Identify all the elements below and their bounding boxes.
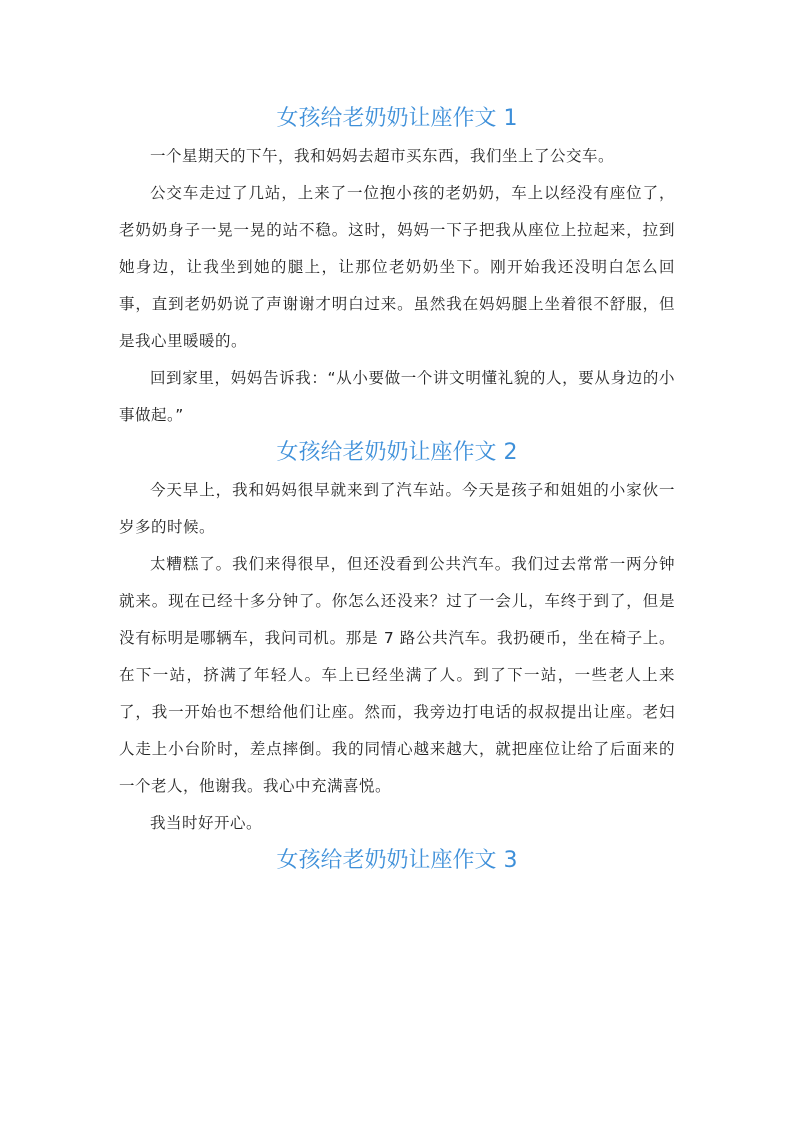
- section-title-1: 女孩给老奶奶让座作文 1: [276, 106, 518, 131]
- paragraph: 太糟糕了。我们来得很早，但还没看到公共汽车。我们过去常常一两分钟就来。现在已经十多分钟了。你怎么还没来？过了一会儿，车终于到了，但是没有标明是哪辆车，我问司机。那是 7 路公共汽车。我扔硬币，坐在椅子上。在下一站，挤满了年轻人。车上已经坐满了人。到了下一站，一些老人上来了，我一开始也不想给他们让座。然而，我旁边打电话的叔叔提出让座。老妇人走上小台阶时，差点摔倒。我的同情心越来越大，就把座位让给了后面来的一个老人，他谢我。我心中充满喜悦。: [119, 555, 675, 795]
- paragraph: 我当时好开心。: [150, 814, 263, 832]
- paragraph: 一个星期天的下午，我和妈妈去超市买东西，我们坐上了公交车。: [150, 147, 615, 165]
- paragraph: 今天早上，我和妈妈很早就来到了汽车站。今天是孩子和姐姐的小家伙一岁多的时候。: [119, 481, 675, 536]
- section-title-2: 女孩给老奶奶让座作文 2: [276, 440, 518, 465]
- paragraph: 回到家里，妈妈告诉我：“从小要做一个讲文明懂礼貌的人，要从身边的小事做起。”: [119, 369, 675, 424]
- section-title-3: 女孩给老奶奶让座作文 3: [276, 848, 518, 873]
- document-body: [119, 100, 675, 880]
- paragraph: 公交车走过了几站，上来了一位抱小孩的老奶奶，车上以经没有座位了，老奶奶身子一晃一晃的站不稳。这时，妈妈一下子把我从座位上拉起来，拉到她身边，让我坐到她的腿上，让那位老奶奶坐下。刚开始我还没明白怎么回事，直到老奶奶说了声谢谢才明白过来。虽然我在妈妈腿上坐着很不舒服，但是我心里暖暖的。: [119, 184, 675, 350]
